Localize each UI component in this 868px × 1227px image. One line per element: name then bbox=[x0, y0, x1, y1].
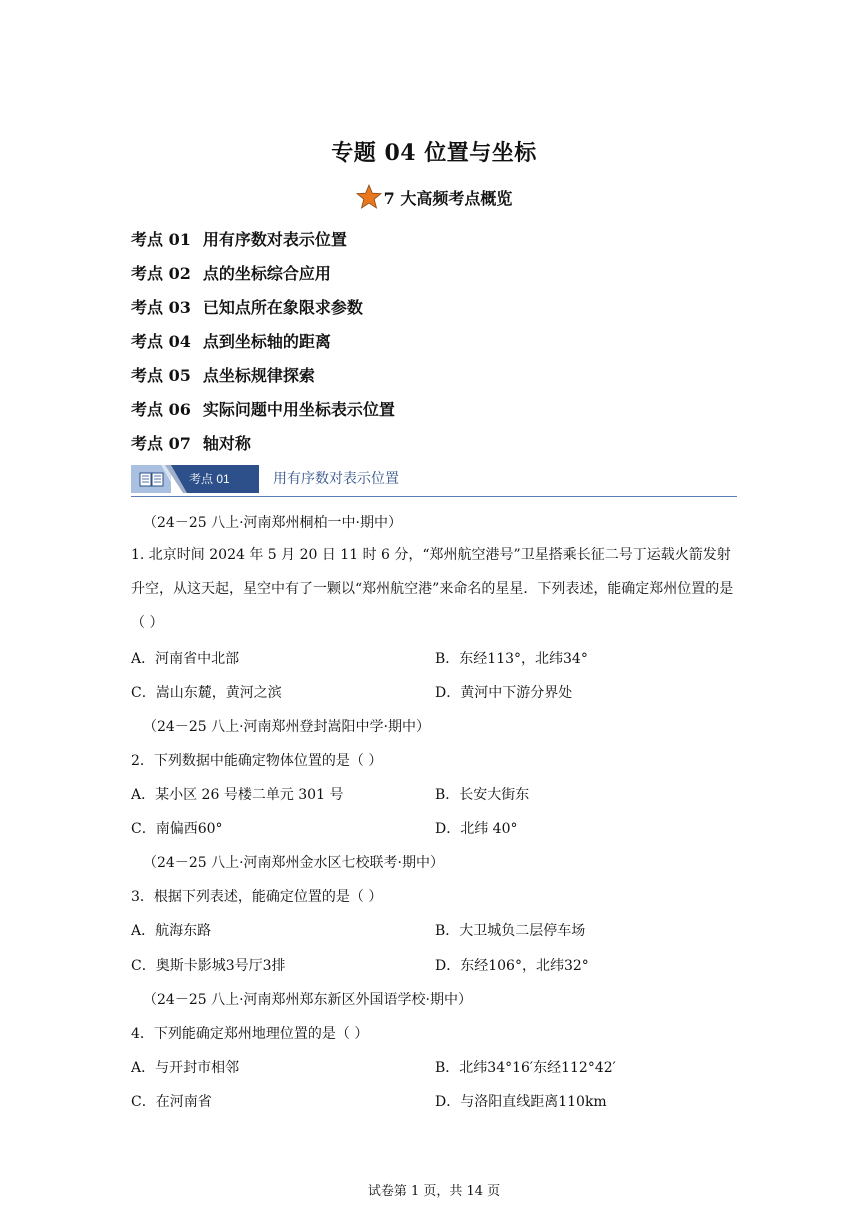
kaodian-item: 考点 02 点的坐标综合应用 bbox=[131, 264, 331, 283]
option-d: D．与洛阳直线距离110km bbox=[435, 1094, 607, 1110]
overview-text: 7 大高频考点概览 bbox=[383, 188, 513, 208]
kaodian-item: 考点 07 轴对称 bbox=[131, 434, 251, 453]
option-b: B．大卫城负二层停车场 bbox=[435, 923, 586, 939]
book-icon bbox=[140, 473, 163, 486]
kaodian-item: 考点 03 已知点所在象限求参数 bbox=[131, 298, 363, 317]
question-stem: 3．根据下列表述，能确定位置的是（ ） bbox=[131, 889, 383, 905]
option-d: D．黄河中下游分界处 bbox=[435, 685, 573, 701]
page-title: 专题 04 位置与坐标 bbox=[331, 140, 537, 166]
option-d: D．东经106°，北纬32° bbox=[435, 958, 589, 974]
option-d: D．北纬 40° bbox=[435, 821, 518, 837]
kaodian-item: 考点 04 点到坐标轴的距离 bbox=[131, 332, 331, 351]
section-banner bbox=[131, 463, 737, 497]
question-stem: 1. 北京时间 2024 年 5 月 20 日 11 时 6 分，“郑州航空港号”卫星搭乘长征二号丁运载火箭发射升空，从这天起，星空中有了一颗以“郑州航空港”来命名的星星．下列表述，能确定郑州位置的是（ ） bbox=[131, 547, 734, 631]
option-c: C．在河南省 bbox=[131, 1094, 212, 1110]
question-stem: 2．下列数据中能确定物体位置的是（ ） bbox=[131, 753, 383, 769]
option-b: B．东经113°，北纬34° bbox=[435, 651, 588, 667]
question-source: （24－25 八上·河南郑州桐柏一中·期中） bbox=[143, 515, 402, 531]
option-a: A．与开封市相邻 bbox=[131, 1060, 240, 1076]
question-source: （24－25 八上·河南郑州登封嵩阳中学·期中） bbox=[143, 719, 430, 735]
kaodian-item: 考点 01 用有序数对表示位置 bbox=[131, 230, 347, 249]
kaodian-item: 考点 06 实际问题中用坐标表示位置 bbox=[131, 400, 395, 419]
option-c: C．嵩山东麓，黄河之滨 bbox=[131, 685, 282, 701]
option-b: B．长安大街东 bbox=[435, 787, 530, 803]
option-a: A．航海东路 bbox=[131, 923, 212, 939]
star-icon bbox=[356, 184, 382, 210]
page-footer: 试卷第 1 页，共 14 页 bbox=[367, 1184, 501, 1199]
banner-underline bbox=[131, 496, 737, 497]
option-c: C．奥斯卡影城3号厅3排 bbox=[131, 958, 286, 974]
question-stem: 4．下列能确定郑州地理位置的是（ ） bbox=[131, 1026, 369, 1042]
banner-title: 用有序数对表示位置 bbox=[273, 470, 399, 486]
kaodian-item: 考点 05 点坐标规律探索 bbox=[131, 366, 315, 385]
option-a: A．河南省中北部 bbox=[131, 651, 240, 667]
option-c: C．南偏西60° bbox=[131, 821, 223, 837]
question-source: （24－25 八上·河南郑州金水区七校联考·期中） bbox=[143, 855, 444, 871]
banner-label: 考点 01 bbox=[189, 472, 230, 486]
question-source: （24－25 八上·河南郑州郑东新区外国语学校·期中） bbox=[143, 992, 472, 1008]
option-b: B．北纬34°16′东经112°42′ bbox=[435, 1060, 616, 1076]
option-a: A．某小区 26 号楼二单元 301 号 bbox=[131, 787, 344, 803]
overview-heading bbox=[0, 184, 868, 210]
